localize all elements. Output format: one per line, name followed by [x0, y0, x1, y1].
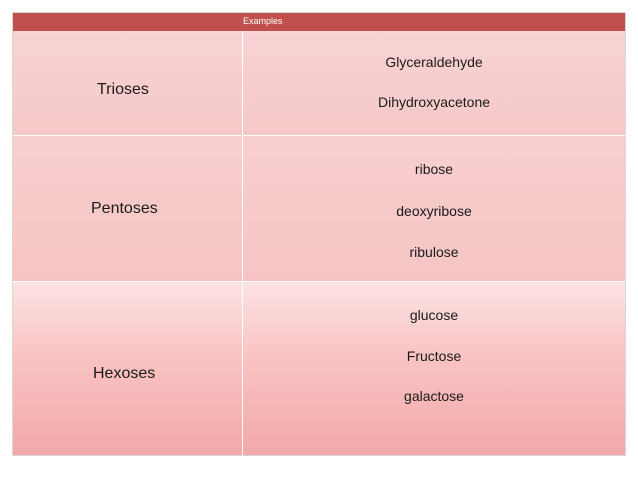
example-item: Fructose — [406, 348, 462, 364]
sugar-classification-table — [12, 12, 626, 456]
example-item: ribose — [414, 161, 454, 177]
table-row-pentoses — [13, 136, 625, 282]
example-item: ribulose — [409, 244, 459, 260]
example-item: Dihydroxyacetone — [377, 94, 491, 110]
row-type-label: Trioses — [97, 81, 149, 98]
table-header — [13, 13, 625, 31]
example-item: Glyceraldehyde — [385, 54, 483, 70]
row-type-label: Pentoses — [91, 200, 158, 217]
table-row-hexoses — [13, 282, 625, 455]
example-item: glucose — [409, 307, 459, 323]
column-divider — [242, 31, 243, 455]
example-item: deoxyribose — [396, 203, 472, 219]
example-item: galactose — [404, 388, 464, 404]
table-row-trioses — [13, 31, 625, 136]
row-type-label: Hexoses — [93, 365, 156, 382]
header-examples-label: Examples — [243, 16, 283, 26]
